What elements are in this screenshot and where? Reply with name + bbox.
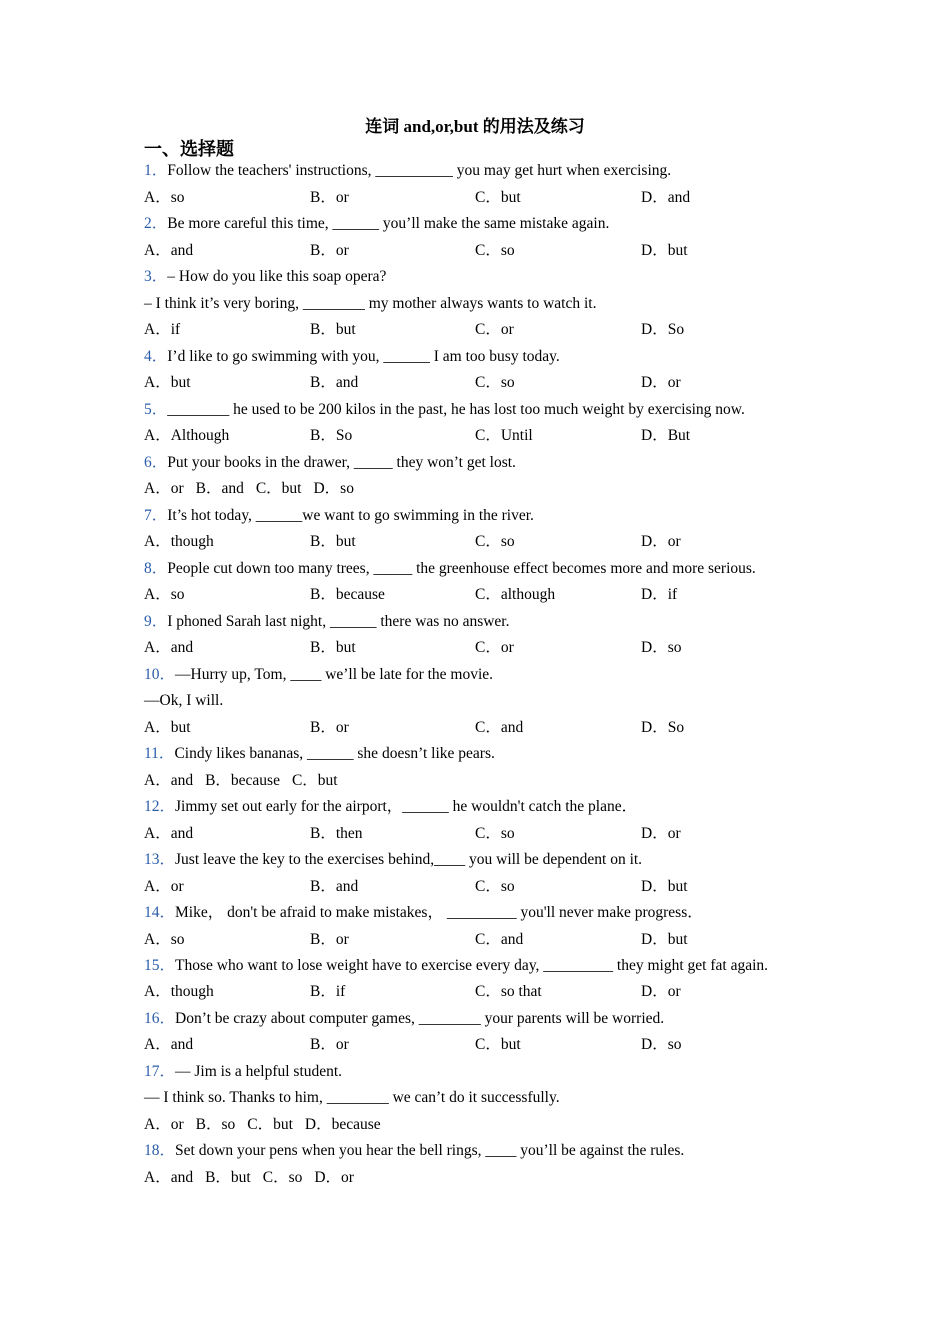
question-stem (144, 556, 824, 583)
question-stem (144, 609, 824, 636)
question-number: 8． (144, 559, 168, 577)
question-stem (144, 450, 824, 477)
answer-options (144, 370, 824, 397)
question-number: 2． (144, 215, 168, 232)
question-stem (144, 503, 824, 530)
question-text: Be more careful this time, ______ you’ll make the same mistake again. (167, 215, 610, 232)
option-b[interactable]: B．or (310, 241, 349, 259)
answer-options (144, 185, 824, 212)
option-b[interactable]: B．or (310, 930, 349, 948)
question-text: Put your books in the drawer, _____ they won’t get lost. (167, 453, 516, 471)
option-a[interactable]: A．so (144, 586, 185, 603)
question-12 (144, 794, 824, 847)
question-3 (144, 264, 824, 344)
option-b[interactable]: B．but (205, 1168, 251, 1186)
option-d[interactable]: D．because (304, 1115, 381, 1133)
option-b[interactable]: B．or (310, 718, 349, 736)
question-text: —Hurry up, Tom, ____ we’ll be late for the movie. (175, 665, 494, 683)
option-c[interactable]: C．and (475, 718, 524, 736)
option-c[interactable]: C．so (475, 533, 515, 550)
option-d[interactable]: D．or (314, 1168, 354, 1186)
option-a[interactable]: A．or (144, 480, 184, 497)
option-c[interactable]: C．or (475, 639, 514, 656)
option-c[interactable]: C．and (475, 930, 524, 948)
option-a[interactable]: A．and (144, 639, 194, 656)
answer-options (144, 979, 824, 1006)
question-text: It’s hot today, ______we want to go swimming in the river. (167, 506, 534, 524)
option-d[interactable]: D．and (641, 188, 691, 206)
question-text: I phoned Sarah last night, ______ there was no answer. (167, 612, 510, 630)
question-text: Cindy likes bananas, ______ she doesn’t like pears. (174, 745, 495, 762)
answer-options (144, 715, 824, 742)
option-b[interactable]: B．but (310, 321, 356, 338)
answer-options (144, 927, 824, 954)
question-stem-continued (144, 1085, 824, 1112)
option-b[interactable]: B．so (195, 1115, 236, 1133)
question-stem (144, 794, 824, 821)
question-stem (144, 662, 824, 689)
question-1 (144, 158, 824, 211)
option-c[interactable]: C．so that (475, 983, 542, 1000)
answer-options (144, 1112, 824, 1139)
question-text: – I think it’s very boring, ________ my mother always wants to watch it. (144, 294, 597, 312)
option-d[interactable]: D．or (641, 983, 681, 1000)
question-8 (144, 556, 824, 609)
option-a[interactable]: A．and (144, 241, 194, 259)
question-2 (144, 211, 824, 264)
question-stem (144, 397, 824, 424)
answer-options (144, 1032, 824, 1059)
option-a[interactable]: A．but (144, 718, 191, 736)
question-number: 3． (144, 268, 168, 285)
option-d[interactable]: D．if (641, 586, 678, 603)
option-a[interactable]: A．and (144, 771, 194, 789)
option-b[interactable]: B．but (310, 533, 356, 550)
question-number: 17． (144, 1062, 176, 1080)
option-c[interactable]: C．so (262, 1168, 303, 1186)
option-c[interactable]: C．so (475, 824, 515, 842)
option-a[interactable]: A．and (144, 1168, 194, 1186)
option-d[interactable]: D．or (641, 374, 681, 391)
question-number: 11． (144, 745, 175, 762)
question-16 (144, 1006, 824, 1059)
question-number: 9． (144, 612, 168, 630)
option-a[interactable]: A．so (144, 188, 185, 206)
question-stem (144, 900, 824, 927)
question-text: Just leave the key to the exercises behind,____ you will be dependent on it. (175, 851, 643, 868)
question-text: ________ he used to be 200 kilos in the past, he has lost too much weight by exercising now. (167, 400, 745, 418)
question-stem (144, 264, 824, 291)
question-number: 1． (144, 162, 168, 179)
question-stem (144, 1138, 824, 1165)
question-stem (144, 1059, 824, 1086)
answer-options (144, 582, 824, 609)
option-c[interactable]: C．so (475, 241, 515, 259)
answer-options (144, 317, 824, 344)
page-title: 连词 and,or,but 的用法及练习 (365, 117, 585, 136)
question-5 (144, 397, 824, 450)
question-text: Jimmy set out early for the airport，______ he wouldn't catch the plane． (175, 798, 638, 815)
option-a[interactable]: A．and (144, 1036, 194, 1053)
question-number: 4． (144, 347, 168, 365)
option-a[interactable]: A．so (144, 930, 185, 948)
option-b[interactable]: B．and (195, 480, 244, 497)
option-d[interactable]: D．or (641, 533, 681, 550)
question-text: —Ok, I will. (144, 692, 224, 709)
question-text: Those who want to lose weight have to exercise every day, _________ they might get fat again. (175, 957, 769, 974)
question-stem-continued (144, 291, 824, 318)
option-d[interactable]: D．So (641, 321, 685, 338)
option-a[interactable]: A．but (144, 374, 191, 391)
question-17 (144, 1059, 824, 1139)
question-text: – How do you like this soap opera? (167, 268, 387, 285)
answer-options (144, 635, 824, 662)
answer-options (144, 1165, 824, 1192)
question-text: Don’t be crazy about computer games, ________ your parents will be worried. (175, 1009, 665, 1027)
option-d[interactable]: D．but (641, 241, 688, 259)
option-c[interactable]: C．so (475, 877, 515, 895)
question-11 (144, 741, 824, 794)
option-d[interactable]: D．but (641, 930, 688, 948)
question-13 (144, 847, 824, 900)
option-b[interactable]: B．So (310, 427, 353, 444)
answer-options (144, 768, 824, 795)
question-stem-continued (144, 688, 824, 715)
question-number: 14． (144, 904, 176, 921)
question-stem (144, 953, 824, 979)
option-b[interactable]: B．because (205, 771, 280, 789)
question-stem (144, 158, 824, 185)
option-c[interactable]: C．so (475, 374, 515, 391)
answer-options (144, 874, 824, 901)
option-d[interactable]: D．so (641, 1036, 682, 1053)
option-b[interactable]: B．if (310, 983, 346, 1000)
answer-options (144, 423, 824, 450)
question-15 (144, 953, 824, 1006)
question-list (144, 158, 824, 1191)
option-a[interactable]: A．though (144, 983, 214, 1000)
question-number: 5． (144, 400, 168, 418)
option-a[interactable]: A．Although (144, 427, 230, 444)
option-c[interactable]: C．but (291, 771, 338, 789)
answer-options (144, 529, 824, 556)
question-stem (144, 741, 824, 768)
option-c[interactable]: C．but (247, 1115, 293, 1133)
option-c[interactable]: C．Until (475, 427, 533, 444)
option-a[interactable]: A．and (144, 824, 194, 842)
option-d[interactable]: D．So (641, 718, 685, 736)
option-b[interactable]: B．or (310, 188, 349, 206)
question-text: Set down your pens when you hear the bell rings, ____ you’ll be against the rules. (175, 1142, 685, 1159)
question-stem (144, 211, 824, 238)
question-text: — Jim is a helpful student. (175, 1062, 343, 1080)
question-text: People cut down too many trees, _____ the greenhouse effect becomes more and more serious. (167, 559, 756, 577)
option-b[interactable]: B．then (310, 824, 363, 842)
option-c[interactable]: C．but (475, 188, 521, 206)
question-number: 13． (144, 851, 176, 868)
option-c[interactable]: C．but (255, 480, 302, 497)
question-number: 18． (144, 1142, 176, 1159)
question-text: I’d like to go swimming with you, ______ I am too busy today. (167, 347, 560, 365)
section-heading: 一、选择题 (144, 139, 234, 159)
question-number: 7． (144, 506, 168, 524)
answer-options (144, 476, 824, 503)
question-number: 16． (144, 1009, 176, 1027)
option-a[interactable]: A．though (144, 533, 214, 550)
question-number: 15． (144, 957, 176, 974)
option-b[interactable]: B．but (310, 639, 356, 656)
option-d[interactable]: D．so (313, 480, 354, 497)
option-d[interactable]: D．or (641, 824, 681, 842)
option-b[interactable]: B．or (310, 1036, 349, 1053)
question-number: 6． (144, 453, 168, 471)
question-6 (144, 450, 824, 503)
option-b[interactable]: B．and (310, 877, 359, 895)
option-d[interactable]: D．but (641, 877, 688, 895)
option-d[interactable]: D．But (641, 427, 691, 444)
option-c[interactable]: C．but (475, 1036, 521, 1053)
question-text: Follow the teachers' instructions, __________ you may get hurt when exercising. (167, 162, 672, 179)
question-text: — I think so. Thanks to him, ________ we can’t do it successfully. (144, 1089, 560, 1106)
option-a[interactable]: A．if (144, 321, 181, 338)
option-a[interactable]: A．or (144, 877, 184, 895)
option-b[interactable]: B．and (310, 374, 359, 391)
question-stem (144, 1006, 824, 1033)
option-d[interactable]: D．so (641, 639, 682, 656)
question-stem (144, 344, 824, 371)
question-text: Mike， don't be afraid to make mistakes， _________ you'll never make progress． (175, 904, 703, 921)
question-10 (144, 662, 824, 742)
option-c[interactable]: C．or (475, 321, 514, 338)
question-number: 12． (144, 798, 176, 815)
question-number: 10． (144, 665, 176, 683)
answer-options (144, 821, 824, 848)
question-4 (144, 344, 824, 397)
option-a[interactable]: A．or (144, 1115, 184, 1133)
option-b[interactable]: B．because (310, 586, 385, 603)
question-stem (144, 847, 824, 874)
question-18 (144, 1138, 824, 1191)
question-14 (144, 900, 824, 953)
option-c[interactable]: C．although (475, 586, 556, 603)
question-9 (144, 609, 824, 662)
answer-options (144, 238, 824, 265)
question-7 (144, 503, 824, 556)
